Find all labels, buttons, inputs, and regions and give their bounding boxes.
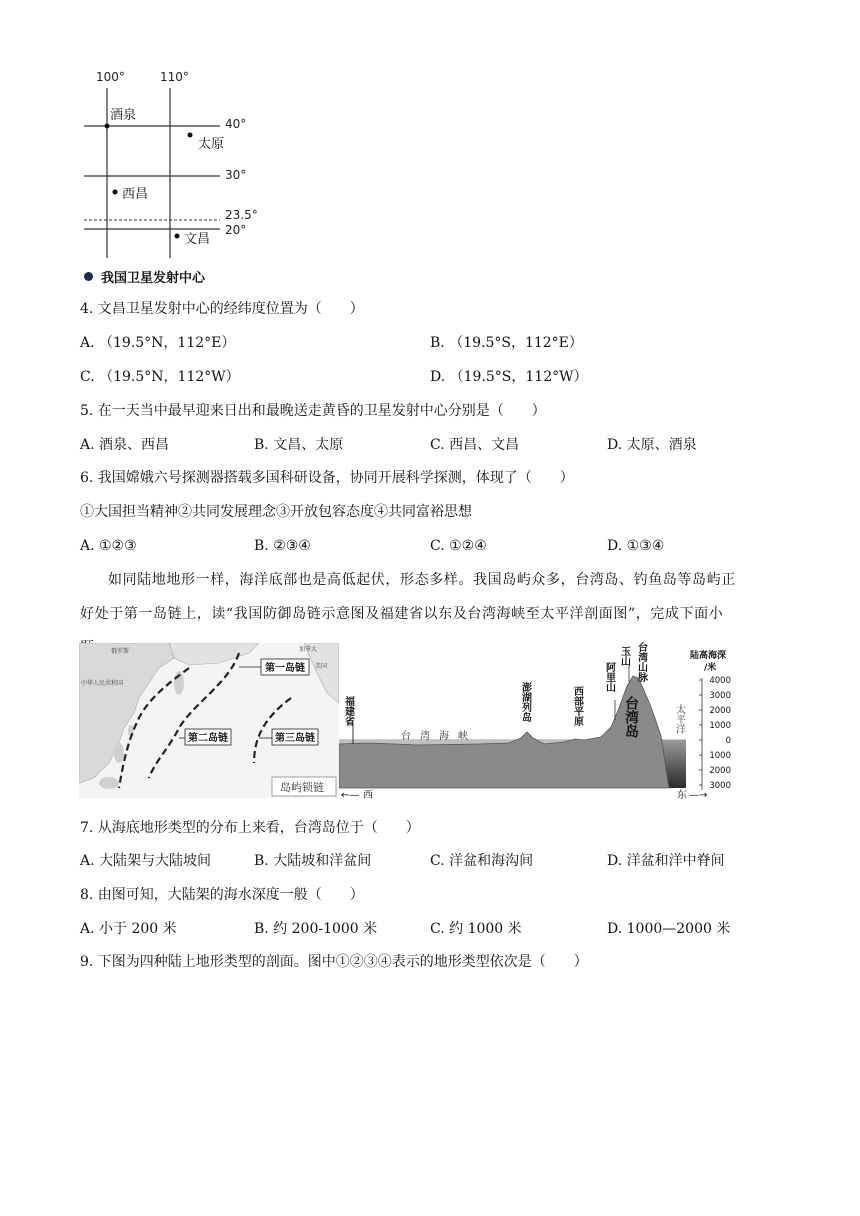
q6-option-c[interactable]: C. ①②④ <box>430 538 487 554</box>
label-taiwan-strait: 台湾海峡 <box>401 731 477 742</box>
depth-tick-label: 3000 <box>709 781 731 791</box>
country-china: 中华人民共和国 <box>81 680 124 687</box>
axis-title: 陆高海深 <box>690 651 727 661</box>
q8-option-c[interactable]: C. 约 1000 米 <box>430 921 522 937</box>
q6-option-b[interactable]: B. ②③④ <box>254 538 311 554</box>
city-dot-wenchang <box>175 234 180 239</box>
label-taiwan-mountains: 台湾山脉 <box>635 642 647 682</box>
label-pacific: 太平洋 <box>673 704 685 734</box>
label-alishan: 阿里山 <box>603 662 615 692</box>
city-taiyuan: 太原 <box>198 137 225 152</box>
legend-label: 我国卫星发射中心 <box>101 271 206 286</box>
depth-tick-label: 0 <box>725 736 731 746</box>
city-jiuquan: 酒泉 <box>110 108 137 123</box>
question-9: 9. 下图为四种陆上地形类型的剖面。图中①②③④表示的地形类型依次是（ ） <box>80 954 588 970</box>
depth-tick-label: 2000 <box>709 766 731 776</box>
q5-option-b[interactable]: B. 文昌、太原 <box>254 437 344 453</box>
q7-option-b[interactable]: B. 大陆坡和洋盆间 <box>254 853 372 869</box>
launch-center-map <box>80 68 290 258</box>
legend-dot-icon <box>84 272 93 281</box>
arrow-west: ←— <box>341 790 360 801</box>
lat-label-20: 20° <box>225 223 247 237</box>
label-western-plain: 西部平原 <box>571 686 583 726</box>
q6-option-a[interactable]: A. ①②③ <box>80 538 137 554</box>
city-dot-xichang <box>113 190 118 195</box>
axis-unit: /米 <box>704 663 717 673</box>
country-russia: 俄罗斯 <box>111 648 130 655</box>
profile-chart <box>339 640 734 802</box>
q4-option-d[interactable]: D. （19.5°S，112°W） <box>430 369 588 385</box>
q7-option-d[interactable]: D. 洋盆和洋中脊间 <box>607 853 725 869</box>
q5-option-d[interactable]: D. 太原、酒泉 <box>607 437 697 453</box>
city-dot-jiuquan <box>105 124 110 129</box>
lon-label-110: 110° <box>160 70 189 84</box>
country-usa: 美国 <box>315 663 328 670</box>
q8-option-d[interactable]: D. 1000—2000 米 <box>607 921 731 937</box>
q4-option-b[interactable]: B. （19.5°S，112°E） <box>430 335 583 351</box>
map2-caption: 岛屿锁链 <box>280 781 324 794</box>
question-8: 8. 由图可知，大陆架的海水深度一般（ ） <box>80 887 364 903</box>
q5-option-a[interactable]: A. 酒泉、西昌 <box>80 437 170 453</box>
question-4: 4. 文昌卫星发射中心的经纬度位置为（ ） <box>80 301 364 317</box>
q7-option-a[interactable]: A. 大陆架与大陆坡间 <box>80 853 212 869</box>
city-xichang: 西昌 <box>122 187 149 202</box>
third-chain-label: 第三岛链 <box>275 733 315 744</box>
depth-tick-label: 3000 <box>709 691 731 701</box>
label-west: 西 <box>363 790 373 801</box>
arrow-east: —→ <box>689 790 708 801</box>
q5-option-c[interactable]: C. 西昌、文昌 <box>430 437 520 453</box>
q4-option-a[interactable]: A. （19.5°N，112°E） <box>80 335 236 351</box>
island-chain-map <box>79 643 339 798</box>
q4-option-c[interactable]: C. （19.5°N，112°W） <box>80 369 240 385</box>
q8-option-a[interactable]: A. 小于 200 米 <box>80 921 177 937</box>
city-dot-taiyuan <box>188 133 193 138</box>
lat-label-23: 23.5° <box>225 208 258 222</box>
question-7: 7. 从海底地形类型的分布上来看，台湾岛位于（ ） <box>80 820 420 836</box>
label-east: 东 <box>677 790 687 801</box>
q6-option-d[interactable]: D. ①③④ <box>607 538 665 554</box>
depth-tick-label: 4000 <box>709 676 731 686</box>
q8-option-b[interactable]: B. 约 200-1000 米 <box>254 921 378 937</box>
passage-text: 如同陆地地形一样，海洋底部也是高低起伏，形态多样。我国岛屿众多，台湾岛、钓鱼岛等岛屿正好处于第一岛链上，读“我国防御岛链示意图及福建省以东及台湾海峡至太平洋剖面图”，完成下面小 <box>80 572 736 622</box>
q6-statements: ①大国担当精神②共同发展理念③开放包容态度④共同富裕思想 <box>80 504 472 520</box>
label-penghu: 澎湖列岛 <box>519 682 531 722</box>
label-fujian: 福建省 <box>342 696 354 726</box>
q7-option-c[interactable]: C. 洋盆和海沟间 <box>430 853 534 869</box>
second-chain-label: 第二岛链 <box>188 733 228 744</box>
label-taiwan-island: 台湾岛 <box>623 696 639 738</box>
depth-tick-label: 1000 <box>709 751 731 761</box>
question-6: 6. 我国嫦娥六号探测器搭载多国科研设备，协同开展科学探测，体现了（ ） <box>80 470 574 486</box>
country-canada: 加拿大 <box>299 646 318 653</box>
lat-label-40: 40° <box>225 117 247 131</box>
city-wenchang: 文昌 <box>184 232 211 247</box>
question-5: 5. 在一天当中最早迎来日出和最晚送走黄昏的卫星发射中心分别是（ ） <box>80 403 546 419</box>
label-yushan: 玉山 <box>618 646 630 666</box>
lon-label-100: 100° <box>96 70 125 84</box>
depth-tick-label: 1000 <box>709 721 731 731</box>
first-chain-label: 第一岛链 <box>265 663 305 674</box>
map-legend <box>84 267 205 286</box>
lat-label-30: 30° <box>225 168 247 182</box>
depth-tick-label: 2000 <box>709 706 731 716</box>
